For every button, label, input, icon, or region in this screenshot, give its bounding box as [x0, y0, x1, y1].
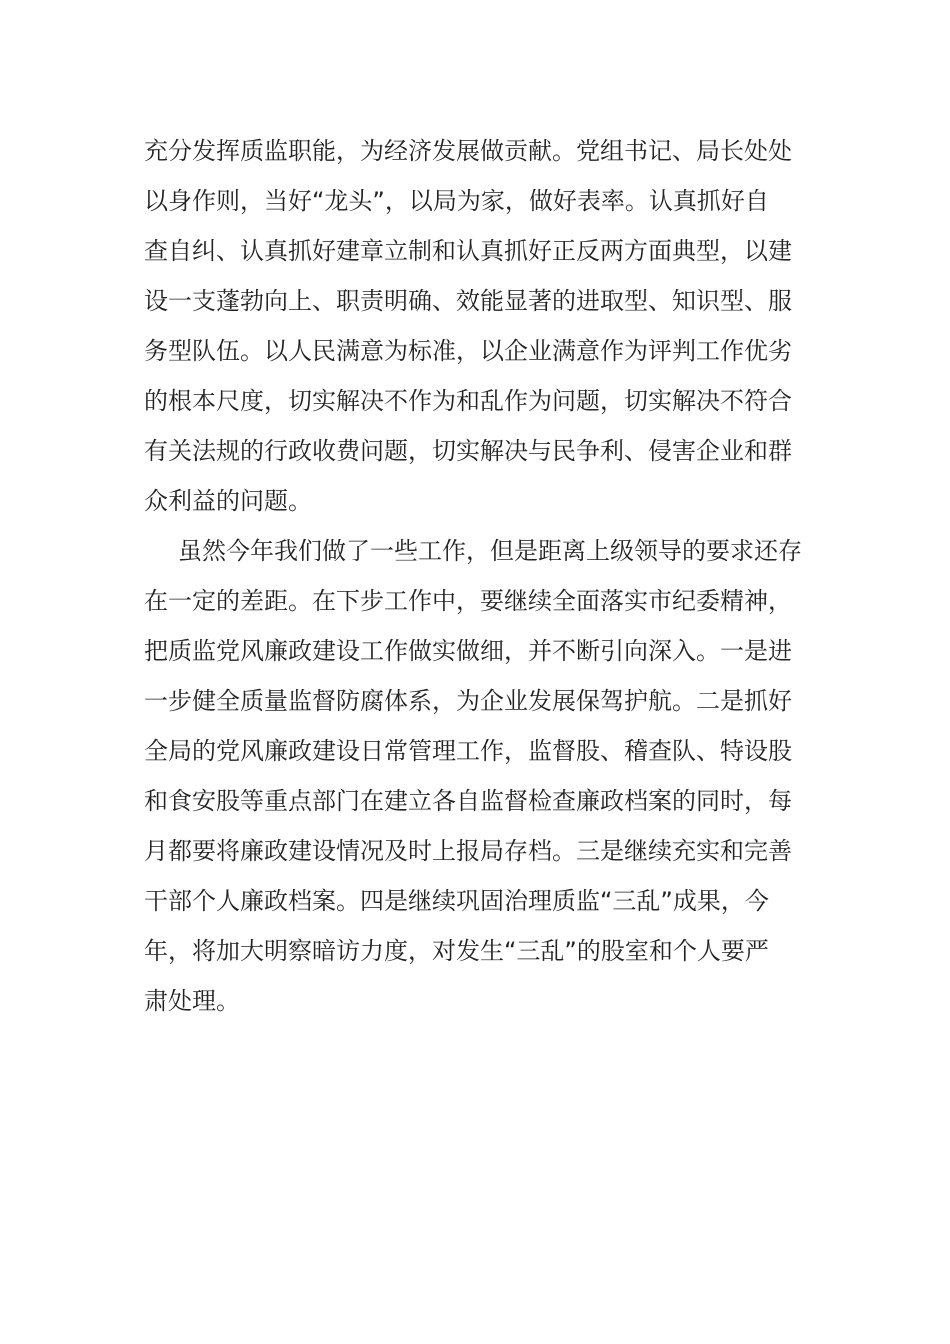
- text-line: 设一支蓬勃向上、职责明确、效能显著的进取型、知识型、服: [144, 287, 792, 315]
- text-line: 众利益的问题。: [144, 487, 312, 515]
- text-line: 把质监党风廉政建设工作做实做细，并不断引向深入。一是进: [144, 637, 792, 665]
- text-line: 的根本尺度，切实解决不作为和乱作为问题，切实解决不符合: [144, 387, 792, 415]
- text-line: 和食安股等重点部门在建立各自监督检查廉政档案的同时，每: [144, 787, 792, 815]
- text-line-first-indented: 虽然今年我们做了一些工作，但是距离上级领导的要求还存: [178, 537, 802, 565]
- text-line: 全局的党风廉政建设日常管理工作，监督股、稽查队、特设股: [144, 737, 792, 765]
- text-line: 干部个人廉政档案。四是继续巩固治理质监“三乱”成果，今: [144, 887, 769, 915]
- text-line: 充分发挥质监职能，为经济发展做贡献。党组书记、局长处处: [144, 137, 792, 165]
- text-line: 一步健全质量监督防腐体系，为企业发展保驾护航。二是抓好: [144, 687, 792, 715]
- text-line: 在一定的差距。在下步工作中，要继续全面落实市纪委精神，: [144, 587, 792, 615]
- text-line: 务型队伍。以人民满意为标准，以企业满意作为评判工作优劣: [144, 337, 792, 365]
- paragraph-next-steps: [144, 526, 804, 1026]
- document-body: [144, 126, 804, 1026]
- text-line: 年，将加大明察暗访力度，对发生“三乱”的股室和个人要严: [144, 937, 769, 965]
- text-line: 月都要将廉政建设情况及时上报局存档。三是继续充实和完善: [144, 837, 792, 865]
- text-line: 有关法规的行政收费问题，切实解决与民争利、侵害企业和群: [144, 437, 792, 465]
- text-line: 肃处理。: [144, 987, 240, 1015]
- text-line: 以身作则，当好“龙头”，以局为家，做好表率。认真抓好自: [144, 187, 769, 215]
- text-line: 查自纠、认真抓好建章立制和认真抓好正反两方面典型，以建: [144, 237, 792, 265]
- paragraph-continuation: [144, 126, 804, 526]
